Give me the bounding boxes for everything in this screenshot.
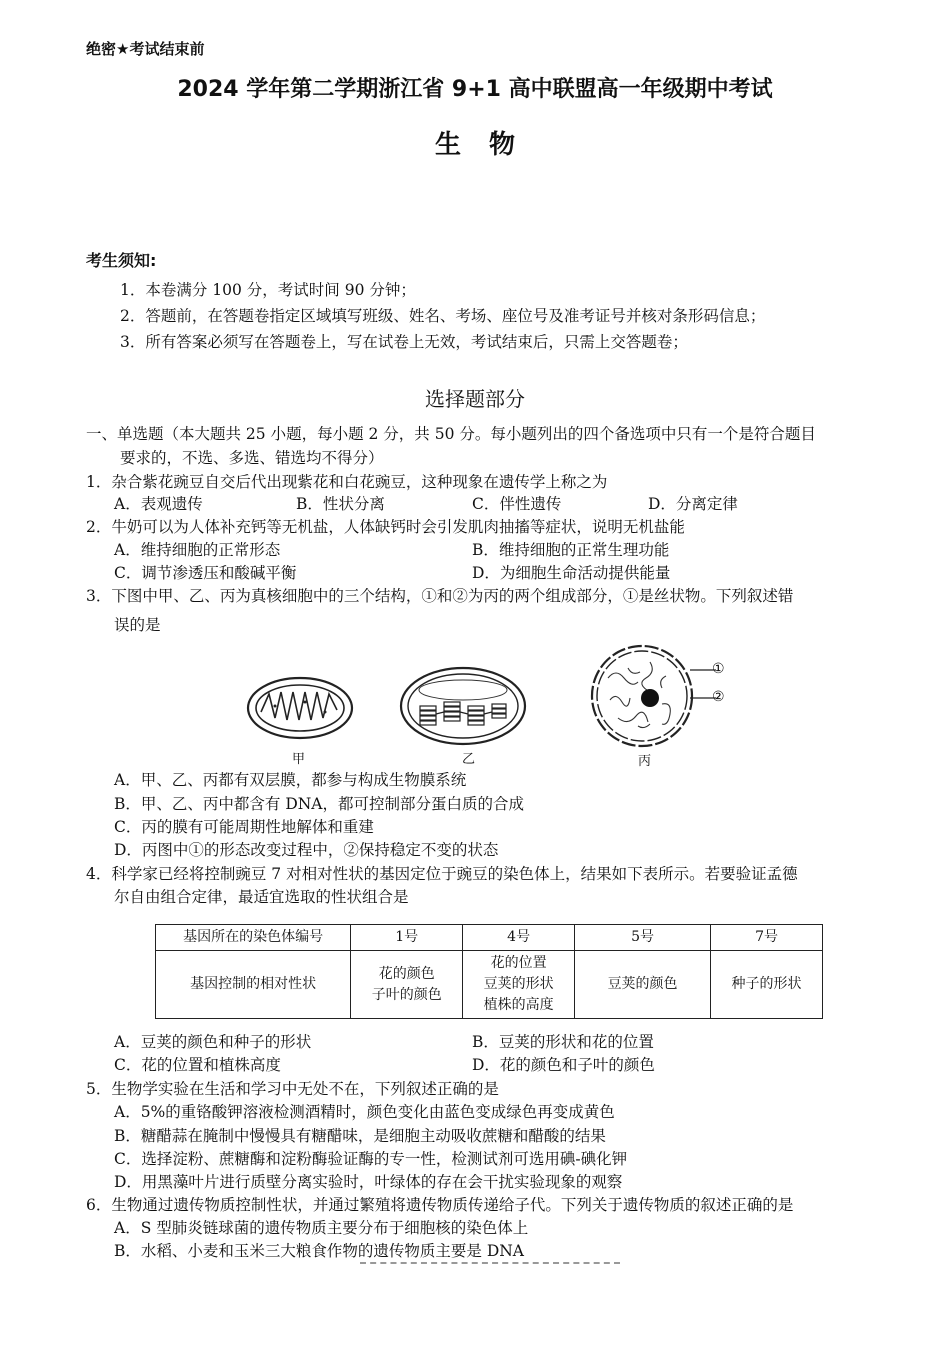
option-b: B．豆荚的形状和花的位置 (472, 1033, 654, 1051)
option-a: A．表观遗传 (114, 495, 203, 513)
table-cell: 豆荚的颜色 (575, 951, 711, 1019)
figure-label-bing: 丙 (638, 754, 652, 769)
table-cell: 种子的形状 (711, 951, 823, 1019)
section-title: 选择题部分 (425, 387, 525, 411)
notice-item: 2．答题前，在答题卷指定区域填写班级、姓名、考场、座位号及准考证号并核对条形码信息； (120, 307, 766, 325)
page-footer-cutoff (360, 1262, 620, 1270)
trait-text: 花的颜色 (378, 965, 435, 982)
option-b: B．糖醋蒜在腌制中慢慢具有糖醋味，是细胞主动吸收蔗糖和醋酸的结果 (114, 1127, 606, 1145)
question-5-stem: 5．生物学实验在生活和学习中无处不在，下列叙述正确的是 (86, 1080, 499, 1098)
option-a: A．5%的重铬酸钾溶液检测酒精时，颜色变化由蓝色变成绿色再变成黄色 (114, 1103, 615, 1121)
option-a: A．豆荚的颜色和种子的形状 (114, 1033, 312, 1051)
option-b: B．水稻、小麦和玉米三大粮食作物的遗传物质主要是 DNA (114, 1242, 525, 1260)
table-header-cell: 5号 (575, 925, 711, 951)
part-instructions: 一、单选题（本大题共 25 小题，每小题 2 分，共 50 分。每小题列出的四个备选项中只有一个是符合题目 (86, 425, 816, 443)
mitochondrion-figure (245, 672, 355, 744)
table-row (156, 951, 823, 1019)
trait-text: 花的位置 (490, 955, 547, 971)
question-6-stem: 6．生物通过遗传物质控制性状，并通过繁殖将遗传物质传递给子代。下列关于遗传物质的叙述正确的是 (86, 1196, 794, 1214)
option-a: A．维持细胞的正常形态 (114, 541, 281, 559)
option-d: D．丙图中①的形态改变过程中，②保持稳定不变的状态 (114, 841, 499, 859)
table-cell (463, 951, 575, 1019)
option-b: B．性状分离 (296, 495, 385, 513)
question-3-stem: 误的是 (114, 616, 161, 634)
part-instructions: 要求的，不选、多选、错选均不得分） (120, 449, 384, 467)
question-1-stem: 1．杂合紫花豌豆自交后代出现紫花和白花豌豆，这种现象在遗传学上称之为 (86, 473, 608, 491)
figure-label-yi: 乙 (462, 752, 476, 767)
option-d: D．用黑藻叶片进行质壁分离实验时，叶绿体的存在会干扰实验现象的观察 (114, 1173, 623, 1191)
option-c: C．伴性遗传 (472, 495, 562, 513)
notice-item: 3．所有答案必须写在答题卷上，写在试卷上无效，考试结束后，只需上交答题卷； (120, 333, 688, 351)
table-header-cell: 7号 (711, 925, 823, 951)
notice-title: 考生须知: (86, 251, 157, 270)
figure-label-one: ① (712, 661, 725, 677)
table-header-cell: 基因所在的染色体编号 (156, 925, 351, 951)
question-3-stem: 3．下图中甲、乙、丙为真核细胞中的三个结构，①和②为丙的两个组成部分，①是丝状物。下列叙述错 (86, 587, 794, 605)
figure-label-two: ② (712, 689, 725, 705)
option-c: C．丙的膜有可能周期性地解体和重建 (114, 818, 374, 836)
exam-title: 2024 学年第二学期浙江省 9+1 高中联盟高一年级期中考试 (177, 77, 773, 102)
trait-text: 豆荚的形状 (483, 976, 554, 992)
option-d: D．分离定律 (648, 495, 738, 513)
question-4-stem: 4．科学家已经将控制豌豆 7 对相对性状的基因定位于豌豆的染色体上，结果如下表所示。若要验证孟德 (86, 865, 798, 883)
confidential-mark: 绝密★考试结束前 (86, 40, 205, 58)
question-4-stem: 尔自由组合定律，最适宜选取的性状组合是 (114, 888, 409, 906)
option-d: D．花的颜色和子叶的颜色 (472, 1056, 655, 1074)
table-header-cell: 1号 (351, 925, 463, 951)
option-c: C．选择淀粉、蔗糖酶和淀粉酶验证酶的专一性，检测试剂可选用碘-碘化钾 (114, 1150, 628, 1168)
question-2-stem: 2．牛奶可以为人体补充钙等无机盐，人体缺钙时会引发肌肉抽搐等症状，说明无机盐能 (86, 518, 685, 536)
option-a: A．S 型肺炎链球菌的遗传物质主要分布于细胞核的染色体上 (114, 1219, 529, 1237)
option-a: A．甲、乙、丙都有双层膜，都参与构成生物膜系统 (114, 771, 467, 789)
option-b: B．维持细胞的正常生理功能 (472, 541, 670, 559)
option-b: B．甲、乙、丙中都含有 DNA，都可控制部分蛋白质的合成 (114, 795, 525, 813)
chloroplast-figure (398, 664, 528, 748)
gene-location-table (155, 924, 823, 1019)
notice-item: 1．本卷满分 100 分，考试时间 90 分钟； (120, 281, 416, 299)
table-cell: 基因控制的相对性状 (156, 951, 351, 1019)
option-c: C．花的位置和植株高度 (114, 1056, 281, 1074)
trait-text: 子叶的颜色 (371, 986, 442, 1003)
option-c: C．调节渗透压和酸碱平衡 (114, 564, 297, 582)
subject-title: 生物 (434, 130, 543, 160)
nucleus-figure (588, 638, 696, 750)
option-d: D．为细胞生命活动提供能量 (472, 564, 671, 582)
figure-label-jia: 甲 (292, 752, 306, 767)
table-row (156, 925, 823, 951)
trait-text: 植株的高度 (483, 997, 554, 1013)
table-header-cell: 4号 (463, 925, 575, 951)
table-cell (351, 951, 463, 1019)
